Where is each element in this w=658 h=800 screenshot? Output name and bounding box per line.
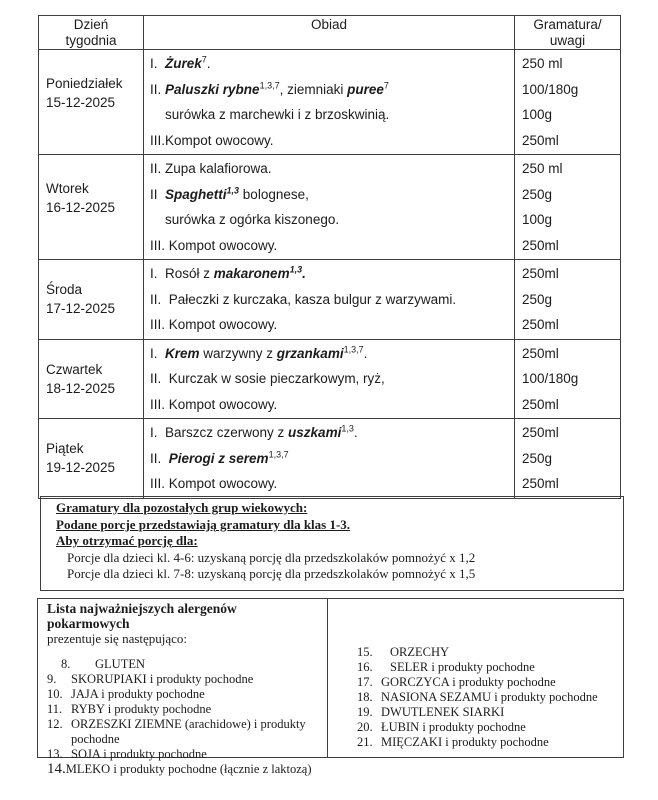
allergen-item [357, 690, 619, 705]
day-date: 18-12-2025 [46, 380, 116, 396]
allergen-label: ŁUBIN i produkty pochodne [381, 720, 526, 734]
allergen-label: MLEKO i produkty pochodne (łącznie z laktozą) [65, 762, 312, 776]
column-header-line: Gramatura/ [533, 17, 602, 32]
dish-name: 1,3 [289, 264, 303, 275]
meal-text: I. [150, 56, 166, 71]
allergen-label: DWUTLENEK SIARKI [381, 705, 505, 719]
dish-name: Pierogi z serem [168, 450, 269, 466]
notes-heading-line: Aby otrzymać porcję dla: [56, 533, 198, 548]
allergen-label: RYBY i produkty pochodne [71, 702, 212, 716]
meal-text: II. Zupa kalafiorowa. [150, 161, 272, 176]
portion-value: 250ml [522, 317, 559, 332]
allergens-box [37, 598, 624, 777]
meal-line [144, 420, 514, 446]
allergen-number: 17. [357, 675, 373, 689]
obiad-cell [144, 339, 515, 419]
dish-name: uszkami [288, 425, 342, 440]
menu-table [38, 15, 621, 499]
allergen-number: 20. [357, 720, 373, 734]
dish-name: puree [347, 81, 384, 97]
allergen-item [357, 660, 619, 675]
meal-line [144, 156, 514, 182]
allergens-left-cell [38, 599, 328, 777]
meal-text: II. [150, 450, 169, 466]
allergen-item [357, 720, 619, 735]
meal-line [144, 446, 514, 472]
dish-name: . [302, 266, 306, 281]
notes-normal-lines [56, 550, 617, 583]
day-name: Czwartek [46, 361, 103, 377]
allergens-list-right [357, 645, 619, 750]
meal-line [144, 102, 514, 128]
day-cell [39, 260, 144, 340]
allergen-item [47, 687, 319, 702]
allergen-label: GLUTEN [95, 657, 145, 671]
allergen-number: 15. [357, 645, 373, 659]
allergen-number: 8. [61, 657, 71, 671]
meal-line [144, 182, 514, 208]
meal-text: II. Pałeczki z kurczaka, kasza bulgur z warzywami. [150, 291, 457, 307]
notes-detail-line: Porcje dla dzieci kl. 7-8: uzyskaną porcję dla przedszkolaków pomnożyć x 1,5 [67, 566, 476, 581]
meal-text: surówka z marchewki i z brzoskwinią. [165, 107, 390, 122]
day-name: Środa [46, 282, 83, 298]
meal-text: warzywny z [199, 345, 277, 361]
menu-row [39, 155, 621, 260]
dish-name: Spaghetti [165, 186, 227, 202]
allergen-label: SKORUPIAKI i produkty pochodne [71, 672, 254, 686]
gram-cell [515, 260, 621, 340]
allergen-label: SOJA i produkty pochodne [71, 747, 207, 761]
allergen-item [47, 672, 319, 687]
gram-cell [515, 50, 621, 155]
dish-name: Krem [165, 345, 200, 361]
column-header-line: tygodnia [65, 33, 117, 48]
portion-value: 250g [522, 186, 553, 202]
portion-value: 250 ml [522, 56, 563, 71]
portion-value: 250 ml [522, 161, 563, 176]
allergen-item [357, 645, 619, 660]
allergens-right-cell [328, 599, 623, 757]
allergen-superscript: 7 [383, 80, 389, 90]
day-cell [39, 339, 144, 419]
meal-text: . [353, 425, 358, 440]
column-header-1 [144, 16, 515, 50]
dish-name: 1,3 [226, 185, 240, 195]
obiad-cell [144, 260, 515, 340]
allergens-subtitle: prezentuje się następująco: [47, 631, 188, 646]
day-cell [39, 50, 144, 155]
column-header-0 [39, 16, 144, 50]
portion-value: 250ml [522, 132, 559, 148]
meal-text: I. [150, 345, 166, 361]
allergen-superscript: 1,3,7 [259, 80, 280, 90]
allergen-item [61, 657, 319, 672]
table-header-row [39, 16, 621, 50]
allergen-number: 9. [47, 672, 57, 686]
allergen-superscript: 1,3,7 [343, 344, 364, 354]
dish-name: makaronem [213, 266, 290, 281]
allergen-item [47, 762, 319, 777]
day-name: Piątek [46, 441, 84, 457]
allergens-list-left [47, 657, 319, 777]
notes-detail-line: Porcje dla dzieci kl. 4-6: uzyskaną porcję dla przedszkolaków pomnożyć x 1,2 [67, 549, 476, 565]
day-name: Wtorek [46, 181, 89, 196]
menu-table-body [39, 50, 621, 499]
portion-value: 250ml [522, 396, 559, 412]
allergen-superscript: 1,3 [341, 423, 354, 434]
meal-text: III. Kompot owocowy. [150, 476, 278, 491]
day-date: 16-12-2025 [46, 200, 116, 215]
meal-line [144, 312, 514, 338]
portion-value: 250ml [522, 266, 559, 281]
meal-line [144, 261, 514, 287]
day-cell [39, 155, 144, 260]
portion-value: 250g [522, 291, 553, 307]
allergen-label: NASIONA SEZAMU i produkty pochodne [381, 690, 598, 704]
allergen-label: ORZECHY [390, 645, 450, 659]
meal-text: . [363, 345, 368, 361]
day-date: 17-12-2025 [46, 301, 116, 317]
dish-name: grzankami [276, 345, 344, 361]
gram-cell [515, 155, 621, 260]
portion-value: 250ml [522, 425, 559, 440]
allergen-label: ORZESZKI ZIEMNE (arachidowe) i produkty pochodne [71, 717, 306, 746]
allergen-label: SELER i produkty pochodne [390, 660, 535, 674]
allergen-number: 21. [357, 735, 373, 749]
day-cell [39, 419, 144, 499]
meal-line [144, 233, 514, 259]
allergens-title: Lista najważniejszych alergenów pokarmowych [47, 601, 237, 631]
menu-row [39, 339, 621, 419]
notes-bold-lines [56, 500, 617, 550]
menu-row [39, 260, 621, 340]
allergen-item [47, 747, 319, 762]
allergen-item [357, 705, 619, 720]
allergen-number: 16. [357, 660, 373, 674]
obiad-cell [144, 50, 515, 155]
allergen-number: 19. [357, 705, 373, 719]
meal-line [144, 51, 514, 77]
menu-row [39, 50, 621, 155]
meal-text: , ziemniaki [279, 81, 348, 97]
allergen-label: JAJA i produkty pochodne [71, 687, 205, 701]
allergen-superscript: 7 [201, 54, 207, 65]
meal-text: II. Kurczak w sosie pieczarkowym, ryż, [150, 371, 385, 386]
day-date: 19-12-2025 [46, 460, 116, 476]
notes-heading-line: Gramatury dla pozostałych grup wiekowych: [56, 500, 308, 515]
portion-value: 100/180g [522, 371, 579, 386]
meal-line [144, 287, 514, 313]
allergen-label: GORCZYCA i produkty pochodne [381, 675, 556, 689]
allergen-item [47, 702, 319, 717]
portion-value: 100g [522, 107, 553, 122]
meal-line [144, 128, 514, 154]
allergen-number: 13. [47, 747, 63, 761]
allergen-item [47, 717, 319, 747]
meal-text: III. Kompot owocowy. [150, 237, 278, 253]
meal-text: III. Kompot owocowy. [150, 396, 278, 412]
meal-line [144, 341, 514, 367]
meal-line [144, 77, 514, 103]
obiad-cell [144, 155, 515, 260]
column-header-line: uwagi [549, 33, 586, 48]
allergen-item [357, 735, 619, 750]
portion-value: 250ml [522, 476, 559, 491]
allergen-number: 12. [47, 717, 63, 731]
portion-value: 250ml [522, 345, 559, 361]
allergen-label: MIĘCZAKI i produkty pochodne [381, 735, 549, 749]
day-date: 15-12-2025 [46, 95, 116, 110]
allergen-item [357, 675, 619, 690]
meal-text: . [206, 56, 211, 71]
gram-cell [515, 419, 621, 499]
allergen-superscript: 1,3,7 [268, 449, 289, 459]
menu-row [39, 419, 621, 499]
meal-line [144, 366, 514, 392]
column-header-line: Obiad [310, 17, 348, 32]
column-header-2 [515, 16, 621, 50]
day-name: Poniedziałek [46, 76, 123, 91]
dish-name: Paluszki rybne [165, 81, 260, 97]
meal-text: bolognese, [239, 186, 309, 202]
allergen-number: 11. [47, 702, 63, 716]
portion-value: 250g [522, 450, 553, 466]
dish-name: Żurek [165, 56, 202, 71]
meal-text: I. Rosół z [150, 266, 214, 281]
allergen-number: 18. [357, 690, 373, 704]
portion-value: 100/180g [522, 81, 579, 97]
portion-value: 100g [522, 212, 553, 227]
meal-line [144, 392, 514, 418]
portion-value: 250ml [522, 237, 559, 253]
notes-heading-line: Podane porcje przedstawiają gramatury dla klas 1-3. [56, 516, 351, 532]
meal-text: II [150, 186, 166, 202]
portion-notes-box [40, 496, 624, 591]
allergen-number: 10. [47, 687, 63, 701]
meal-text: surówka z ogórka kiszonego. [165, 212, 340, 227]
column-header-line: Dzień [73, 17, 109, 32]
meal-line [144, 471, 514, 497]
meal-line [144, 207, 514, 233]
allergen-number: 14. [47, 761, 66, 777]
obiad-cell [144, 419, 515, 499]
meal-text: III.Kompot owocowy. [150, 132, 274, 148]
gram-cell [515, 339, 621, 419]
meal-text: III. Kompot owocowy. [150, 317, 278, 332]
meal-text: I. Barszcz czerwony z [150, 425, 289, 440]
meal-text: II. [150, 81, 166, 97]
